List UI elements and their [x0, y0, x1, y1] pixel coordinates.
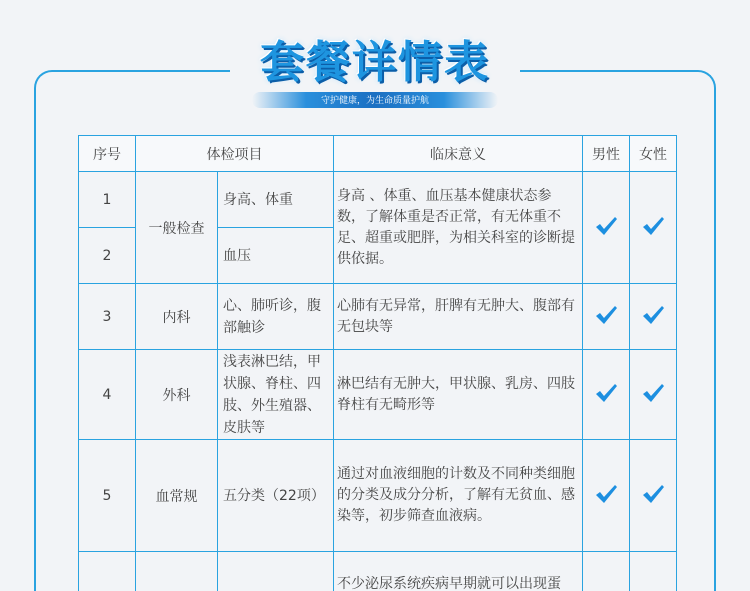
male-cell [583, 440, 630, 552]
row-number: 3 [79, 284, 136, 350]
check-icon [595, 216, 617, 236]
male-cell [583, 552, 630, 591]
row-meaning: 淋巴结有无肿大，甲状腺、乳房、四肢脊柱有无畸形等 [334, 350, 583, 440]
female-cell [630, 350, 677, 440]
table-header-row [79, 136, 677, 172]
male-cell [583, 284, 630, 350]
col-header-item: 体检项目 [136, 136, 334, 172]
table-row [79, 172, 677, 228]
check-icon [642, 383, 664, 403]
row-item: 血压 [218, 228, 334, 284]
row-number: 1 [79, 172, 136, 228]
col-header-male: 男性 [583, 136, 630, 172]
row-meaning: 心肺有无异常，肝脾有无肿大、腹部有无包块等 [334, 284, 583, 350]
table-row [79, 284, 677, 350]
row-number: 2 [79, 228, 136, 284]
page-title: 套餐详情表 [260, 37, 490, 88]
col-header-no: 序号 [79, 136, 136, 172]
male-cell [583, 172, 630, 284]
title-banner [230, 18, 520, 114]
row-category: 内科 [136, 284, 218, 350]
check-icon [642, 216, 664, 236]
check-icon [642, 484, 664, 504]
row-category: 一般检查 [136, 172, 218, 284]
female-cell [630, 552, 677, 591]
check-icon [595, 383, 617, 403]
row-category: 血常规 [136, 440, 218, 552]
row-item: 浅表淋巴结，甲状腺、脊柱、四肢、外生殖器、皮肤等 [218, 350, 334, 440]
table-row [79, 440, 677, 552]
row-number: 4 [79, 350, 136, 440]
row-category: 外科 [136, 350, 218, 440]
col-header-female: 女性 [630, 136, 677, 172]
female-cell [630, 284, 677, 350]
female-cell [630, 172, 677, 284]
package-table-container [78, 135, 676, 591]
row-item: 身高、体重 [218, 172, 334, 228]
male-cell [583, 350, 630, 440]
col-header-meaning: 临床意义 [334, 136, 583, 172]
check-icon [595, 305, 617, 325]
subtitle-ribbon [252, 92, 498, 108]
row-item: 心、肺听诊，腹部触诊 [218, 284, 334, 350]
row-meaning: 通过对血液细胞的计数及不同种类细胞的分类及成分分析，了解有无贫血、感染等，初步筛查血液病。 [334, 440, 583, 552]
table-row [79, 552, 677, 591]
row-number [79, 552, 136, 591]
row-meaning: 不少泌尿系统疾病早期就可以出现蛋 [334, 552, 583, 591]
package-detail-table [78, 135, 677, 591]
check-icon [642, 305, 664, 325]
table-row [79, 350, 677, 440]
row-category [136, 552, 218, 591]
female-cell [630, 440, 677, 552]
row-number: 5 [79, 440, 136, 552]
row-item [218, 552, 334, 591]
subtitle-text: 守护健康，为生命质量护航 [320, 96, 429, 106]
check-icon [595, 484, 617, 504]
row-meaning: 身高 、体重、血压基本健康状态参数，了解体重是否正常，有无体重不足、超重或肥胖，为相关科室的诊断提供依据。 [334, 172, 583, 284]
row-item: 五分类（22项） [218, 440, 334, 552]
